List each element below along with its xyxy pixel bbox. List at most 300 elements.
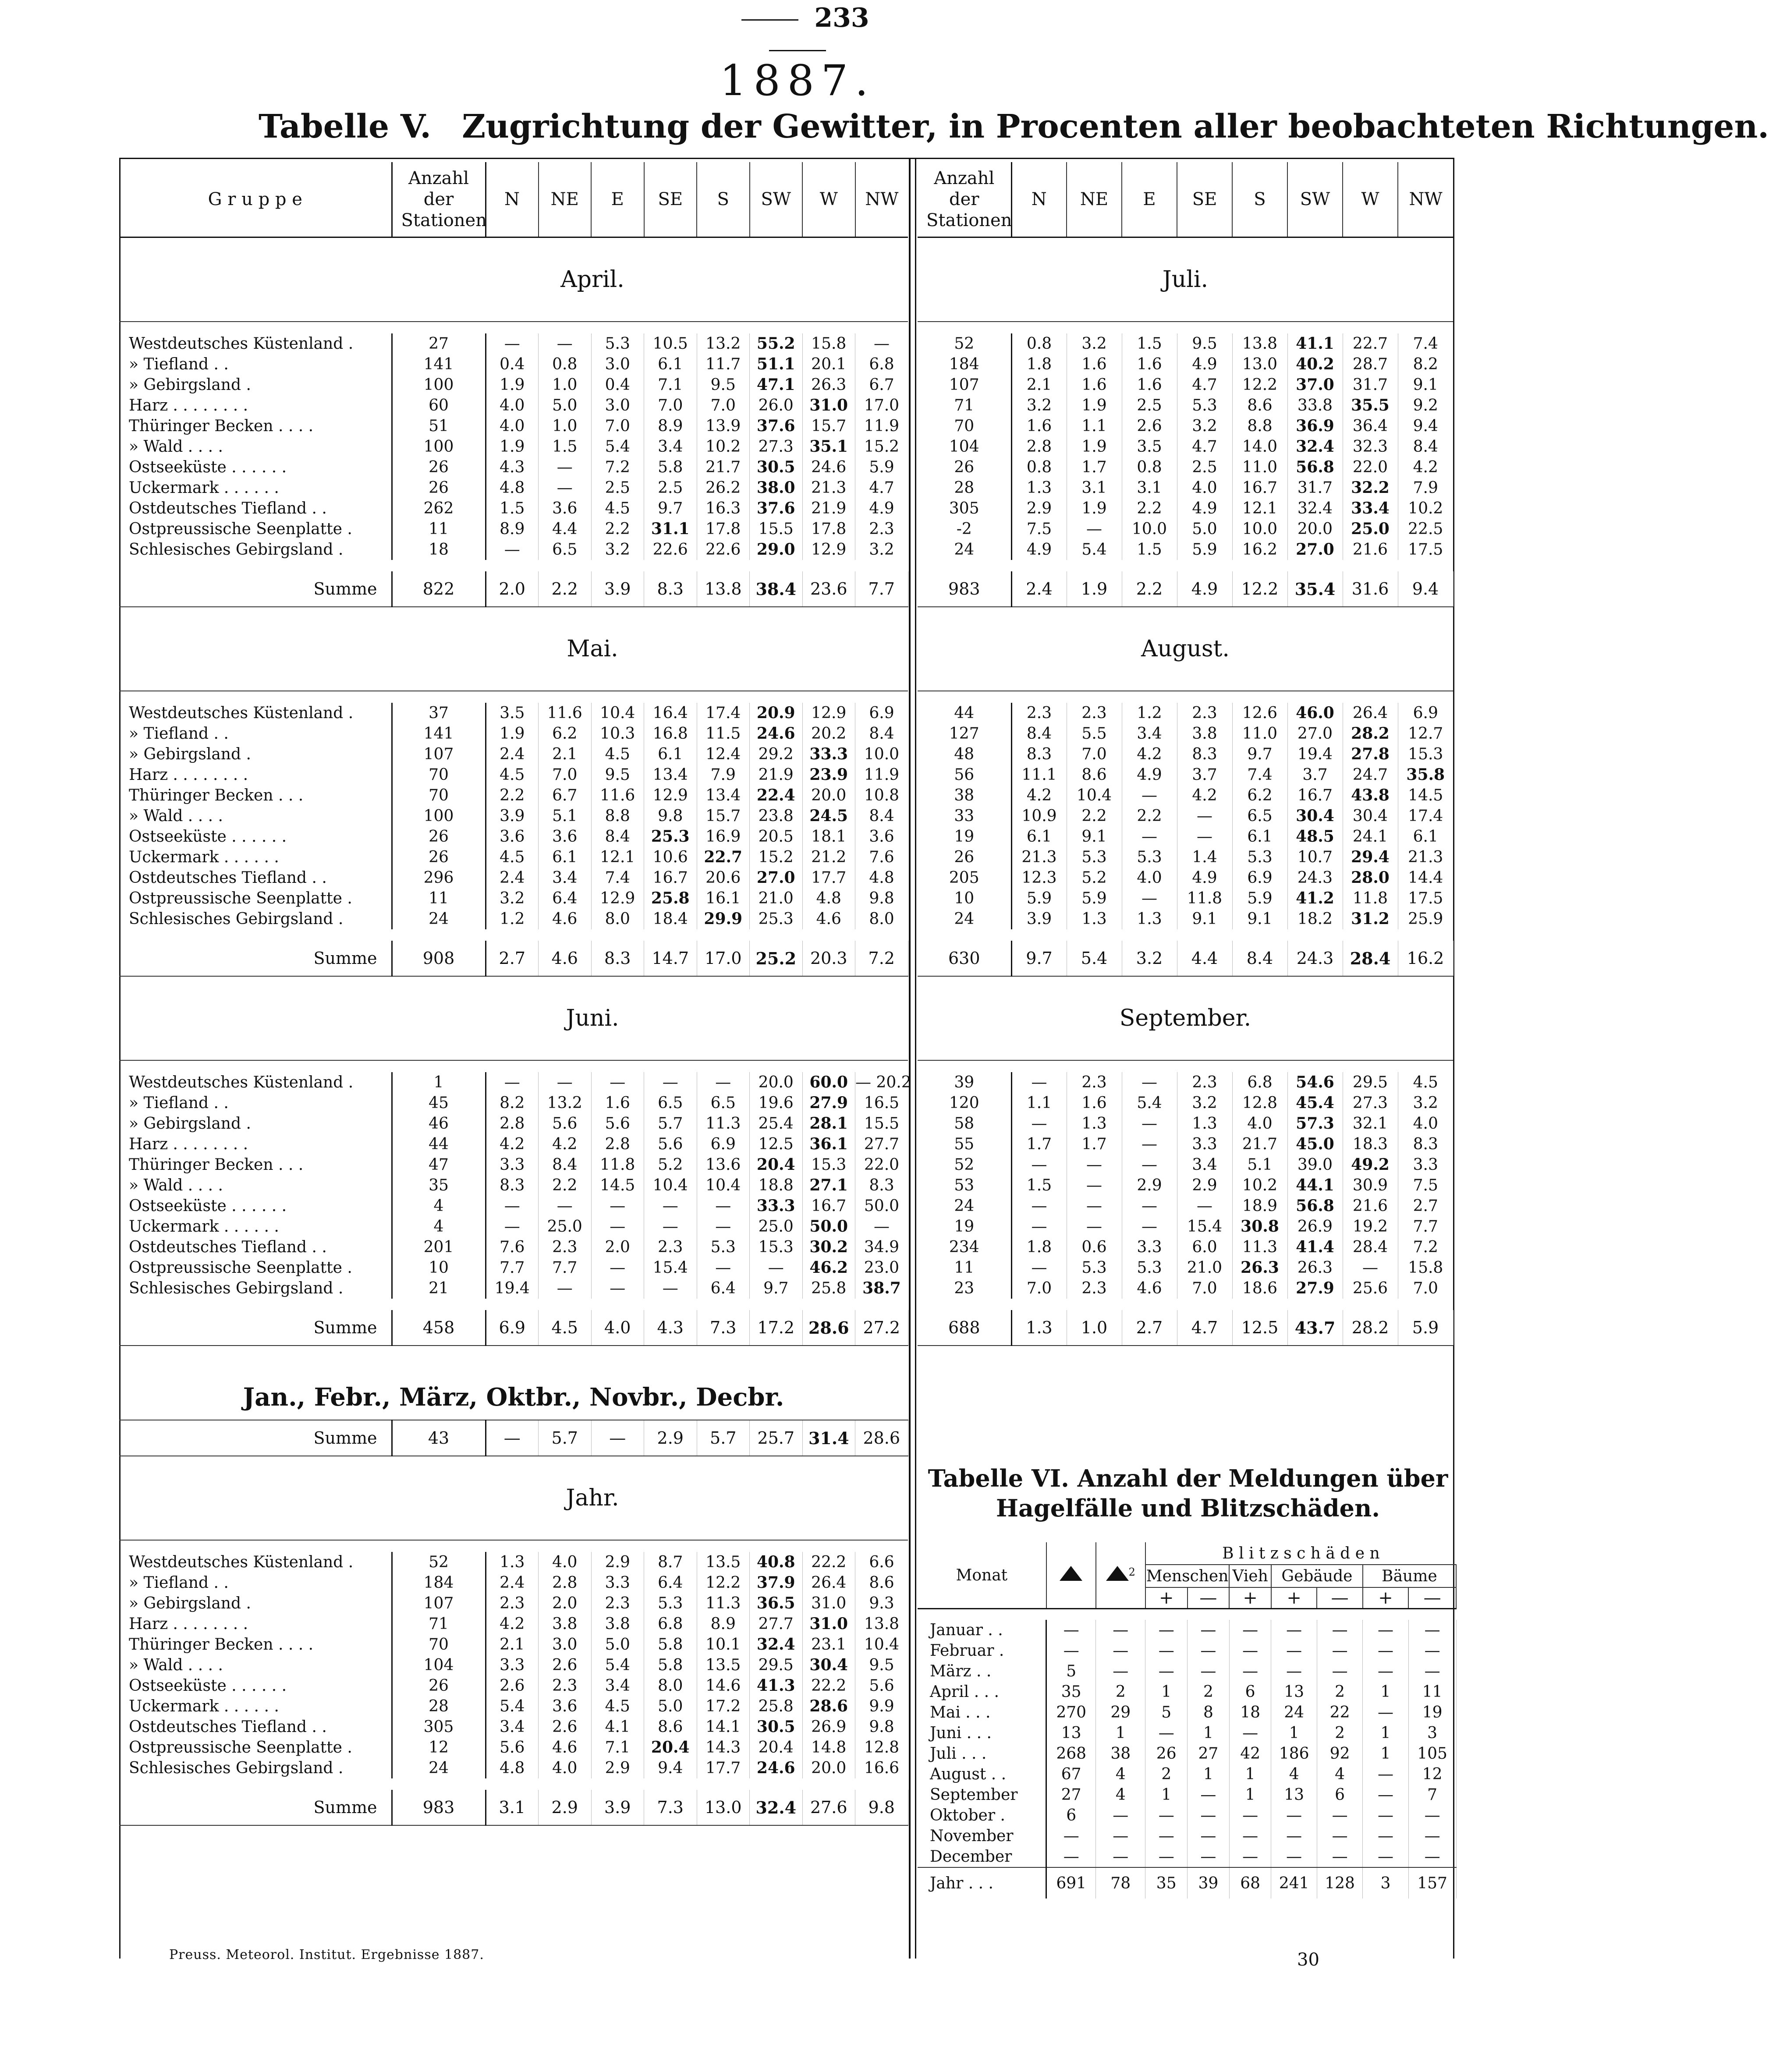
value-cell: 7.4: [591, 868, 644, 888]
count-cell: —: [1317, 1620, 1362, 1640]
count-cell: —: [1145, 1661, 1188, 1682]
value-cell: —: [1011, 1155, 1067, 1175]
value-cell: 17.5: [1408, 541, 1443, 559]
value-cell: 10.8: [864, 786, 900, 804]
value-cell: 8.6: [869, 1574, 894, 1592]
value-cell: 32.4: [750, 1634, 803, 1655]
count-cell: 29: [1096, 1702, 1145, 1723]
sum-value: 2.2: [539, 571, 592, 607]
value-cell: 25.0: [1343, 519, 1398, 539]
count-cell: —: [1096, 1640, 1145, 1661]
table-row: [119, 375, 908, 395]
col-bäume: Bäume: [1363, 1565, 1456, 1587]
count-cell: 4: [1096, 1764, 1145, 1785]
value-cell: 12.4: [697, 744, 750, 765]
value-cell: 25.8: [644, 888, 697, 909]
table-row: [119, 1093, 908, 1113]
table-row: [119, 354, 908, 375]
value-cell: 9.1: [1413, 376, 1438, 394]
value-cell: 0.6: [1067, 1237, 1122, 1257]
sum-stations: 630: [918, 941, 1011, 976]
value-cell: 29.5: [750, 1655, 803, 1675]
month-name: April . . .: [918, 1682, 1046, 1702]
month-name: Juli . . .: [918, 1743, 1046, 1764]
station-count: 184: [918, 354, 1011, 375]
frame-top-rule: [119, 158, 1454, 159]
value-cell: 1.9: [486, 375, 539, 395]
table-row: [918, 1702, 1456, 1723]
value-cell: 27.3: [750, 436, 803, 457]
table-row: [119, 1257, 908, 1278]
count-cell: —: [1046, 1826, 1096, 1846]
value-cell: —: [697, 1072, 750, 1093]
count-cell: 18: [1229, 1702, 1271, 1723]
group-name: Uckermark . . . . . .: [119, 1216, 392, 1237]
value-cell: 10.4: [1067, 785, 1122, 806]
value-cell: 18.4: [644, 909, 697, 929]
table5-title: [259, 108, 1769, 145]
station-count: 37: [392, 703, 486, 723]
value-cell: 20.0: [750, 1072, 803, 1093]
month-name: November: [918, 1826, 1046, 1846]
spacer-row: [119, 691, 908, 703]
table-row: [119, 744, 908, 765]
count-cell: 6: [1317, 1785, 1362, 1805]
count-cell: —: [1408, 1640, 1456, 1661]
group-name: Ostpreussische Seenplatte .: [119, 1257, 392, 1278]
sum-value: 38.4: [750, 571, 803, 607]
value-cell: 31.7: [1287, 478, 1343, 498]
value-cell: 11.3: [697, 1113, 750, 1134]
value-cell: —: [1122, 1155, 1177, 1175]
group-name: Ostseeküste . . . . . .: [119, 457, 392, 478]
count-cell: —: [1188, 1620, 1230, 1640]
sign-cell: +: [1271, 1587, 1317, 1609]
value-cell: 30.8: [1232, 1216, 1287, 1237]
value-cell: 38.0: [750, 478, 803, 498]
value-cell: 7.1: [644, 375, 697, 395]
value-cell: 4.9: [1177, 354, 1232, 375]
value-cell: 26.9: [802, 1717, 855, 1737]
value-cell: 24.1: [1343, 826, 1398, 847]
value-cell: 30.5: [750, 457, 803, 478]
sum-value: 28.6: [855, 1420, 908, 1456]
count-cell: 1: [1229, 1764, 1271, 1785]
value-cell: —: [486, 333, 539, 354]
value-cell: 5.4: [1067, 539, 1122, 560]
station-count: -2: [918, 519, 1011, 539]
value-cell: 7.6: [486, 1237, 539, 1257]
count-cell: 1: [1363, 1682, 1408, 1702]
sum-value: 2.9: [539, 1790, 592, 1825]
value-cell: 17.4: [697, 703, 750, 723]
value-cell: 1.5: [1122, 539, 1177, 560]
value-cell: 13.5: [697, 1552, 750, 1573]
sum-value: 5.4: [1067, 941, 1122, 976]
value-cell: 9.8: [644, 806, 697, 826]
value-cell: 1.6: [1067, 354, 1122, 375]
sum-stations: 688: [918, 1310, 1011, 1346]
sum-value: 8.3: [591, 941, 644, 976]
table-row: [918, 703, 1453, 723]
footer-source: Preuss. Meteorol. Institut. Ergebnisse 1887.: [169, 1947, 484, 1962]
value-cell: 2.6: [1122, 416, 1177, 436]
value-cell: 6.8: [1232, 1072, 1287, 1093]
value-cell: 0.8: [1011, 333, 1067, 354]
value-cell: 23.1: [802, 1634, 855, 1655]
station-count: 296: [392, 868, 486, 888]
value-cell: 3.3: [1177, 1134, 1232, 1155]
value-cell: —: [1067, 1155, 1122, 1175]
col-dir-w: W: [802, 162, 855, 237]
value-cell: 37.6: [750, 498, 803, 519]
count-cell: —: [1229, 1805, 1271, 1826]
value-cell: 5.3: [1122, 847, 1177, 868]
value-cell: 20.4: [644, 1737, 697, 1758]
value-cell: 6.2: [1232, 785, 1287, 806]
value-cell: —: [644, 1278, 697, 1299]
value-cell: —: [486, 539, 539, 560]
station-count: 26: [392, 478, 486, 498]
value-cell: 3.4: [539, 868, 592, 888]
table-row: [918, 436, 1453, 457]
table-row: [918, 1175, 1453, 1196]
sum-value: 2.4: [1011, 571, 1067, 607]
value-cell: 49.2: [1343, 1155, 1398, 1175]
sum-value: 12.5: [1232, 1310, 1287, 1346]
group-name: » Gebirgsland .: [119, 1113, 392, 1134]
value-cell: 30.4: [802, 1655, 855, 1675]
count-cell: 5: [1145, 1702, 1188, 1723]
value-cell: 4.5: [486, 765, 539, 785]
table-row: [119, 909, 908, 929]
value-cell: —: [1122, 1113, 1177, 1134]
value-cell: 5.9: [869, 458, 894, 476]
value-cell: 28.6: [802, 1696, 855, 1717]
hail-heavy-icon: [1096, 1542, 1145, 1609]
value-cell: 20.0: [1287, 519, 1343, 539]
value-cell: 10.1: [697, 1634, 750, 1655]
value-cell: 10.0: [1232, 519, 1287, 539]
sum-value: 43.7: [1287, 1310, 1343, 1346]
value-cell: 15.3: [750, 1237, 803, 1257]
value-cell: 7.4: [1232, 765, 1287, 785]
value-cell: 12.8: [1232, 1093, 1287, 1113]
station-count: 52: [918, 1155, 1011, 1175]
sum-value: —: [486, 1420, 539, 1456]
value-cell: —: [486, 1196, 539, 1216]
total-cell: 39: [1188, 1867, 1230, 1898]
count-cell: —: [1363, 1764, 1408, 1785]
value-cell: 36.1: [802, 1134, 855, 1155]
value-cell: 28.4: [1343, 1237, 1398, 1257]
table-row: [918, 1826, 1456, 1846]
count-cell: 268: [1046, 1743, 1096, 1764]
count-cell: —: [1229, 1661, 1271, 1682]
value-cell: 54.6: [1287, 1072, 1343, 1093]
station-count: 4: [392, 1216, 486, 1237]
count-cell: —: [1363, 1805, 1408, 1826]
count-cell: —: [1145, 1805, 1188, 1826]
count-cell: 38: [1096, 1743, 1145, 1764]
table-row: [918, 909, 1453, 929]
value-cell: 1.6: [591, 1093, 644, 1113]
value-cell: 20.0: [802, 785, 855, 806]
station-count: 305: [392, 1717, 486, 1737]
value-cell: 9.8: [869, 1718, 894, 1736]
value-cell: —: [1067, 519, 1122, 539]
value-cell: 23.8: [750, 806, 803, 826]
value-cell: 24.5: [802, 806, 855, 826]
station-count: 104: [392, 1655, 486, 1675]
count-cell: —: [1317, 1640, 1362, 1661]
station-count: 107: [918, 375, 1011, 395]
count-cell: —: [1188, 1640, 1230, 1661]
count-cell: 186: [1271, 1743, 1317, 1764]
value-cell: 4.5: [1413, 1073, 1438, 1091]
station-count: 60: [392, 395, 486, 416]
value-cell: 8.0: [591, 909, 644, 929]
value-cell: 1.5: [539, 436, 592, 457]
station-count: 24: [918, 909, 1011, 929]
section-header-row: [918, 976, 1453, 1060]
value-cell: 10.0: [864, 745, 900, 763]
sum-value: 1.3: [1011, 1310, 1067, 1346]
value-cell: 5.9: [1011, 888, 1067, 909]
value-cell: 16.4: [644, 703, 697, 723]
sum-row: [918, 571, 1453, 607]
value-cell: 5.4: [591, 436, 644, 457]
value-cell: 6.9: [1232, 868, 1287, 888]
value-cell: 10.6: [644, 847, 697, 868]
value-cell: 9.5: [697, 375, 750, 395]
value-cell: 29.4: [1343, 847, 1398, 868]
value-cell: 3.1: [1067, 478, 1122, 498]
count-cell: —: [1317, 1805, 1362, 1826]
value-cell: 2.6: [486, 1675, 539, 1696]
station-count: 55: [918, 1134, 1011, 1155]
value-cell: 12.1: [591, 847, 644, 868]
count-cell: —: [1188, 1846, 1230, 1867]
group-name: Uckermark . . . . . .: [119, 478, 392, 498]
table-row: [918, 888, 1453, 909]
value-cell: 12.1: [1232, 498, 1287, 519]
count-cell: —: [1145, 1846, 1188, 1867]
table6-title-line1: Tabelle VI. Anzahl der Meldungen über: [928, 1464, 1448, 1492]
value-cell: 32.3: [1343, 436, 1398, 457]
left-column: [119, 162, 911, 1959]
value-cell: 14.8: [802, 1737, 855, 1758]
value-cell: 14.3: [697, 1737, 750, 1758]
col-dir-n: N: [1011, 162, 1067, 237]
table-row: [918, 1113, 1453, 1134]
value-cell: 6.5: [644, 1093, 697, 1113]
value-cell: 46.2: [802, 1257, 855, 1278]
value-cell: 11.5: [697, 723, 750, 744]
value-cell: 9.7: [1232, 744, 1287, 765]
section-header-row: [119, 237, 908, 322]
station-count: 10: [918, 888, 1011, 909]
count-cell: —: [1188, 1805, 1230, 1826]
sum-stations: 458: [392, 1310, 486, 1346]
value-cell: 30.4: [1287, 806, 1343, 826]
count-cell: —: [1271, 1805, 1317, 1826]
value-cell: 4.5: [486, 847, 539, 868]
station-count: 26: [392, 847, 486, 868]
count-cell: —: [1096, 1661, 1145, 1682]
table-row: [119, 1196, 908, 1216]
value-cell: 14.5: [1408, 786, 1443, 804]
value-cell: 5.6: [644, 1134, 697, 1155]
count-cell: —: [1363, 1620, 1408, 1640]
value-cell: 6.1: [1413, 828, 1438, 846]
total-cell: 157: [1408, 1867, 1456, 1898]
col-dir-s: S: [697, 162, 750, 237]
section-title-text: Jahr.: [566, 1485, 619, 1511]
sum-value: 4.7: [1177, 1310, 1232, 1346]
value-cell: 21.6: [1343, 539, 1398, 560]
sum-label: Summe: [119, 571, 392, 607]
value-cell: 16.7: [1287, 785, 1343, 806]
sum-stations: 43: [392, 1420, 486, 1456]
count-cell: —: [1096, 1826, 1145, 1846]
station-count: 71: [918, 395, 1011, 416]
table-row: [119, 1134, 908, 1155]
value-cell: —: [591, 1072, 644, 1093]
table-row: [119, 847, 908, 868]
spacer-row: [918, 1060, 1453, 1072]
value-cell: 41.2: [1287, 888, 1343, 909]
count-cell: —: [1317, 1826, 1362, 1846]
station-count: 262: [392, 498, 486, 519]
sum-value: 5.7: [539, 1420, 592, 1456]
count-cell: —: [1046, 1620, 1096, 1640]
value-cell: 17.2: [697, 1696, 750, 1717]
value-cell: 2.3: [1177, 703, 1232, 723]
value-cell: 22.4: [750, 785, 803, 806]
table-row: [119, 868, 908, 888]
value-cell: 35.5: [1343, 395, 1398, 416]
value-cell: 24.6: [750, 1758, 803, 1778]
value-cell: 16.2: [1232, 539, 1287, 560]
value-cell: 21.7: [1232, 1134, 1287, 1155]
value-cell: 5.6: [591, 1113, 644, 1134]
value-cell: 18.9: [1232, 1196, 1287, 1216]
table-row: [119, 1175, 908, 1196]
value-cell: —: [1067, 1196, 1122, 1216]
value-cell: 26.0: [750, 395, 803, 416]
station-count: 26: [392, 457, 486, 478]
value-cell: 10.9: [1011, 806, 1067, 826]
count-cell: 11: [1408, 1682, 1456, 1702]
table-row: [119, 1573, 908, 1593]
value-cell: 7.2: [1413, 1238, 1438, 1256]
group-name: Westdeutsches Küstenland .: [119, 1552, 392, 1573]
station-count: 234: [918, 1237, 1011, 1257]
sheet-number: 30: [1297, 1950, 1319, 1970]
value-cell: 24.3: [1287, 868, 1343, 888]
value-cell: 2.8: [539, 1573, 592, 1593]
year-heading: 1887.: [720, 56, 876, 105]
sign-cell: +: [1363, 1587, 1408, 1609]
value-cell: 3.2: [591, 539, 644, 560]
count-cell: 13: [1271, 1682, 1317, 1702]
value-cell: 12.9: [802, 539, 855, 560]
value-cell: 1.3: [1177, 1113, 1232, 1134]
station-count: 53: [918, 1175, 1011, 1196]
sum-value: 17.2: [750, 1310, 803, 1346]
value-cell: 10.0: [1122, 519, 1177, 539]
col-dir-sw: SW: [750, 162, 803, 237]
table-row: [918, 723, 1453, 744]
table-row: [119, 723, 908, 744]
group-name: Ostdeutsches Tiefland . .: [119, 498, 392, 519]
value-cell: 2.3: [644, 1237, 697, 1257]
value-cell: 4.0: [486, 395, 539, 416]
value-cell: 1.7: [1011, 1134, 1067, 1155]
group-name: Thüringer Becken . . .: [119, 1155, 392, 1175]
value-cell: 0.8: [1011, 457, 1067, 478]
spacer: [918, 1060, 1453, 1072]
sum-value: 5.7: [697, 1420, 750, 1456]
table-row: [918, 1620, 1456, 1640]
value-cell: 4.5: [591, 498, 644, 519]
value-cell: —: [1122, 888, 1177, 909]
value-cell: 6.6: [869, 1553, 894, 1571]
value-cell: 21.3: [1408, 848, 1443, 866]
sum-value: 17.0: [697, 941, 750, 976]
value-cell: 9.4: [644, 1758, 697, 1778]
value-cell: 39.0: [1287, 1155, 1343, 1175]
value-cell: 4.5: [591, 1696, 644, 1717]
sum-value: 5.9: [1398, 1310, 1453, 1346]
value-cell: 15.2: [750, 847, 803, 868]
group-name: Harz . . . . . . . .: [119, 395, 392, 416]
value-cell: 37.6: [750, 416, 803, 436]
value-cell: 1.7: [1067, 1134, 1122, 1155]
value-cell: 2.3: [1067, 703, 1122, 723]
table-row: [918, 375, 1453, 395]
value-cell: 10.3: [591, 723, 644, 744]
sum-value: 6.9: [486, 1310, 539, 1346]
value-cell: 18.1: [802, 826, 855, 847]
count-cell: —: [1271, 1826, 1317, 1846]
station-count: 12: [392, 1737, 486, 1758]
count-cell: 2: [1317, 1723, 1362, 1743]
value-cell: 22.0: [1343, 457, 1398, 478]
value-cell: 7.0: [591, 416, 644, 436]
value-cell: 10.2: [1232, 1175, 1287, 1196]
table-row: [918, 1257, 1453, 1278]
sum-label: Summe: [119, 1420, 392, 1456]
value-cell: —: [1177, 1196, 1232, 1216]
sum-value: 31.6: [1343, 571, 1398, 607]
sum-value: 27.2: [855, 1310, 908, 1346]
station-count: 38: [918, 785, 1011, 806]
spacer: [918, 1609, 1456, 1620]
count-cell: 8: [1188, 1702, 1230, 1723]
value-cell: 1.5: [1011, 1175, 1067, 1196]
value-cell: 5.4: [591, 1655, 644, 1675]
col-dir-ne: NE: [1067, 162, 1122, 237]
count-cell: —: [1145, 1723, 1188, 1743]
value-cell: 4.0: [1177, 478, 1232, 498]
value-cell: 4.6: [1122, 1278, 1177, 1299]
value-cell: 26.3: [1232, 1257, 1287, 1278]
section-title: [119, 237, 908, 322]
table-row: [119, 1634, 908, 1655]
value-cell: 6.5: [697, 1093, 750, 1113]
